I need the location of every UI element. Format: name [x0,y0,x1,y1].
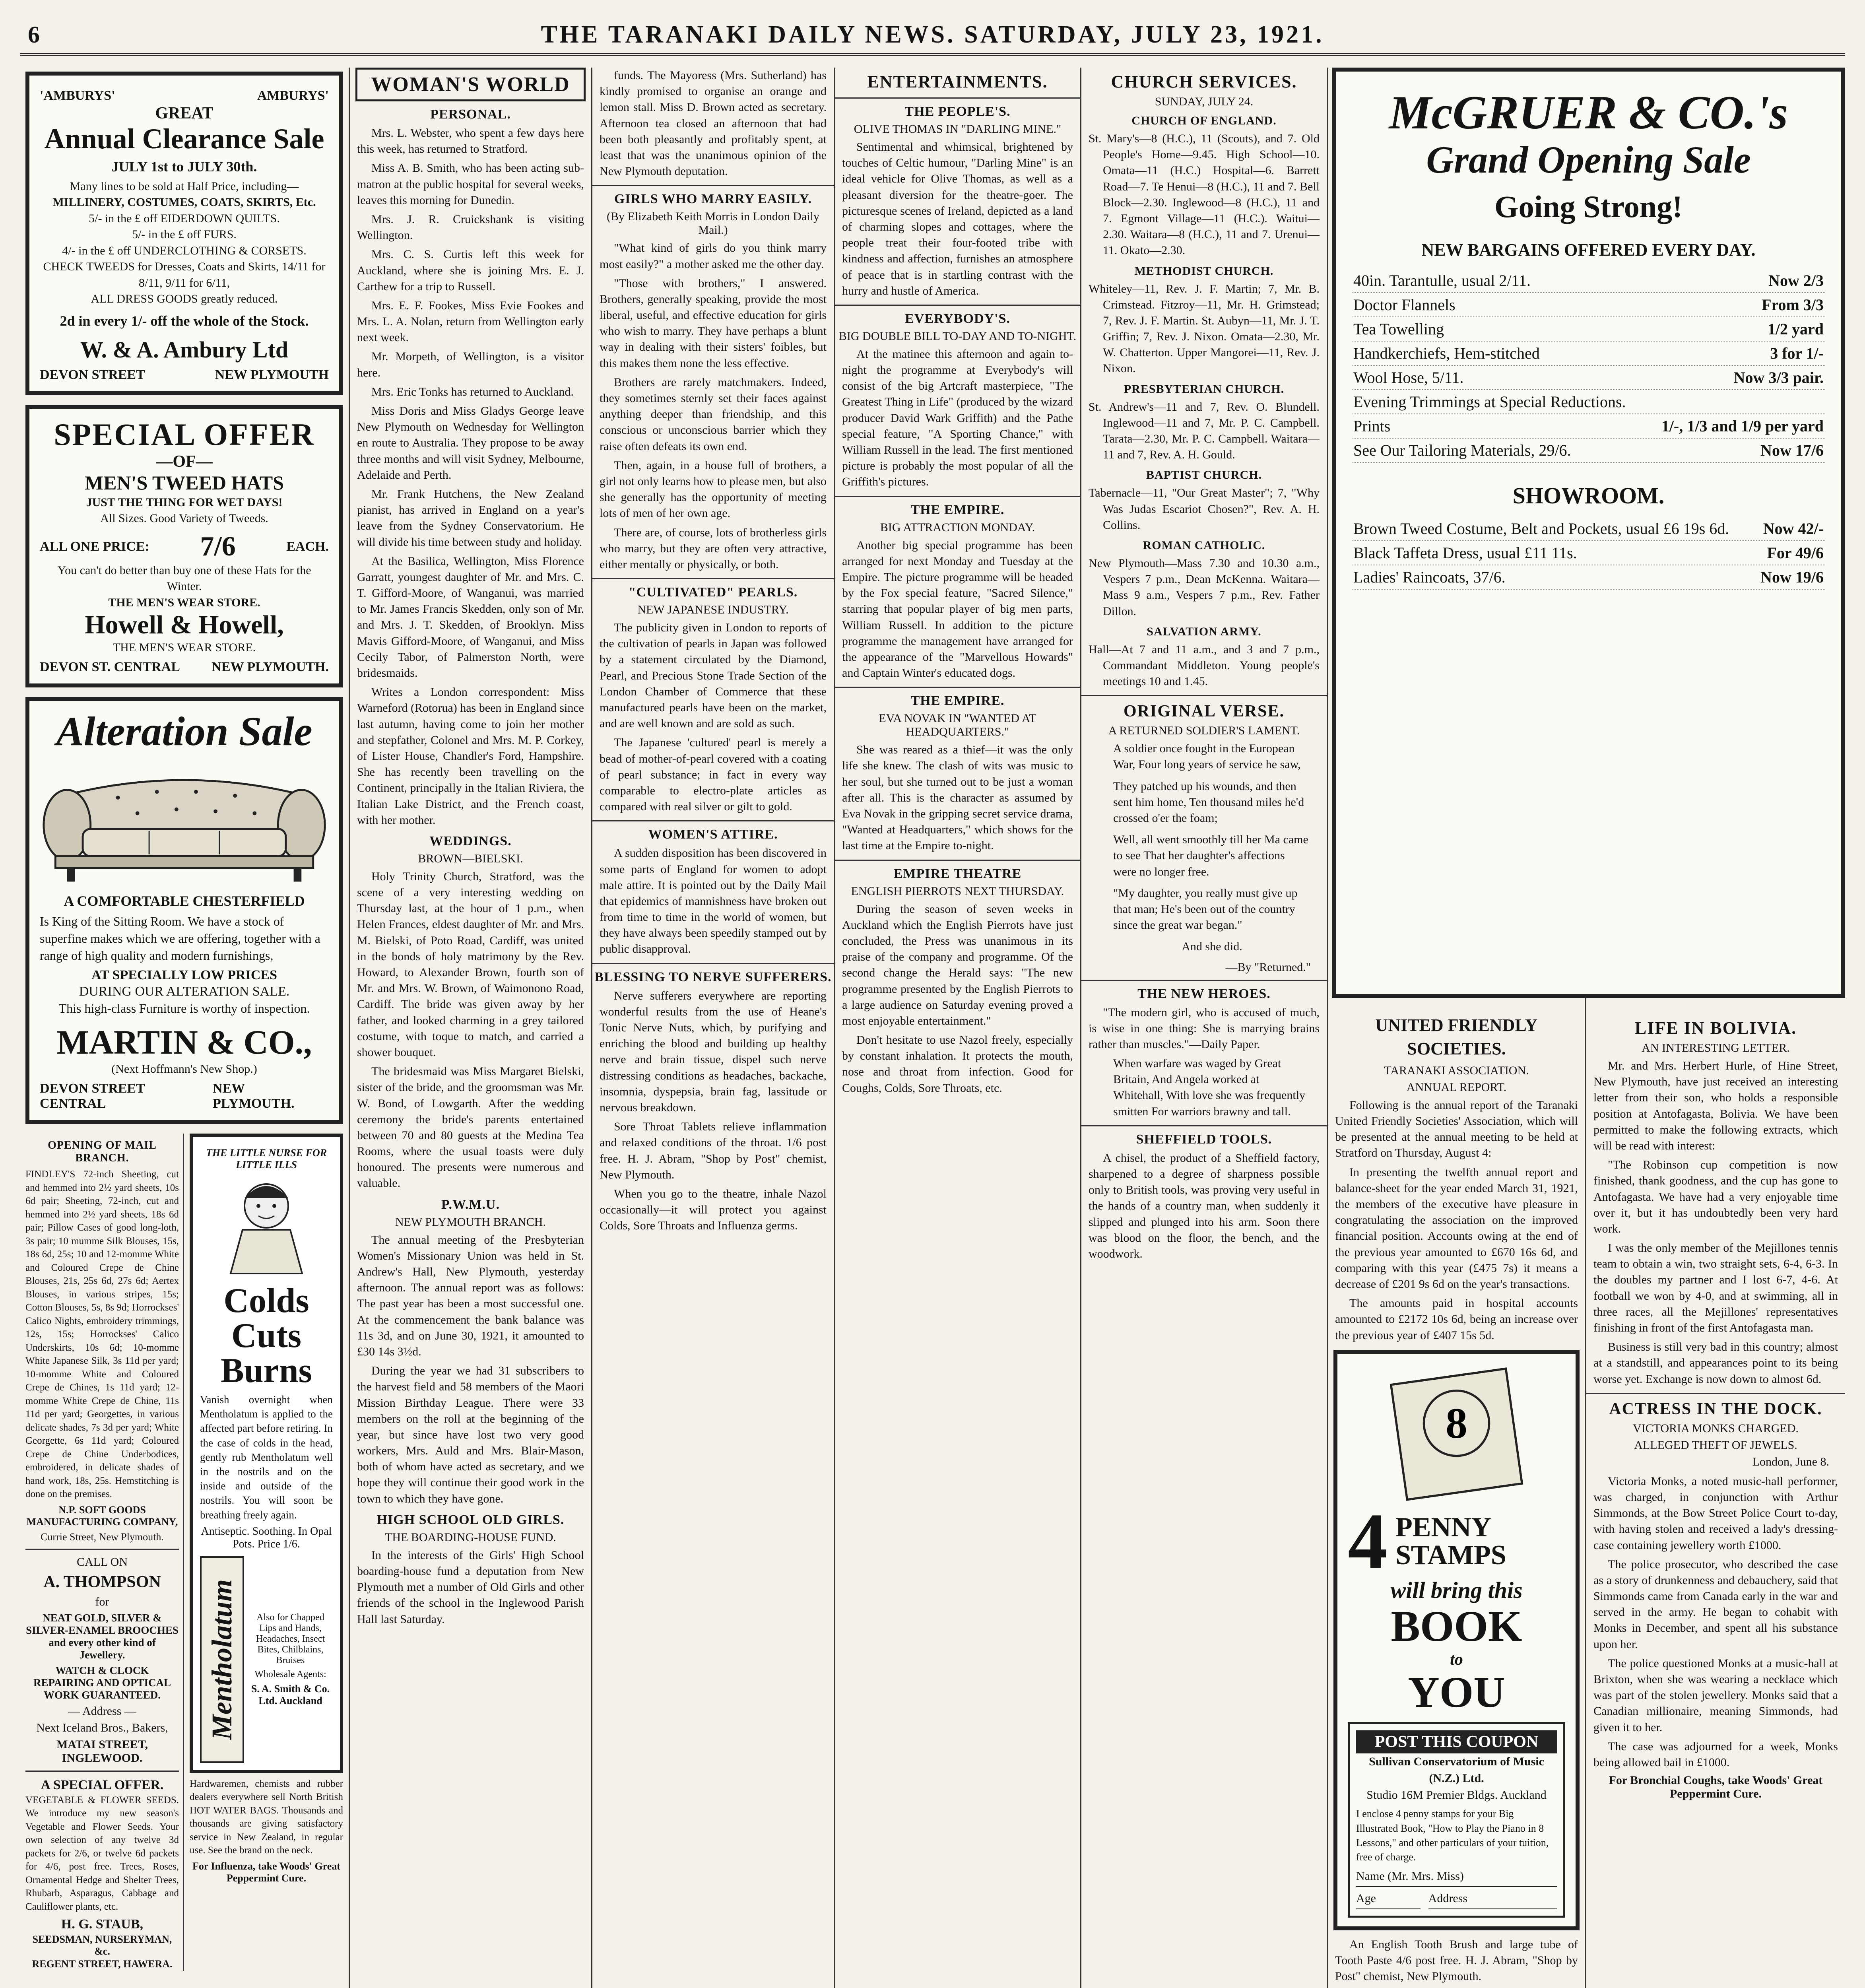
personal-item: At the Basilica, Wellington, Miss Florence Garratt, youngest daughter of Mr. and Mrs. C. T. Gifford-Moore, of Wanganui, was married to Mr. James Francis Skedden, only son of Mr. and Mrs. J. T. Skedden, of Brooklyn. Miss Mavis Gifford-Moore, of Wanganui, and Miss Cecily Tabor, of Palmerston North, were bridesmaids. [357,554,584,679]
mcgruer-going: Going Strong! [1494,189,1683,224]
peoples-text: Sentimental and whimsical, brightened by touches of Celtic humour, "Darling Mine" is an ideal vehicle for Olive Thomas, as well as a pleasant diversion for the theatre-goer. The picturesque scenes of Ireland, depicted as a land of charming slopes and cottages, where the people treat their four-footed tribe with kindness and affection, furnishes an atmosphere of peace that is in startling contrast with the hurry and hustle of America. [842,140,1073,297]
howell-of: —OF— [156,452,213,471]
verse-stanza: "My daughter, you really must give up that man; He's been out of the country since the great war began." [1113,886,1298,932]
bronchial-ad: For Bronchial Coughs, take Woods' Great Peppermint Cure. [1609,1774,1823,1801]
actress-text: The police questioned Monks at a music-hall at Brixton, when she was wearing a necklace which was part of the stolen jewellery. Monks said that a Canadian millionaire, meaning Simmonds, had given it to her. [1593,1656,1838,1734]
personal-item: Mrs. C. S. Curtis left this week for Auckland, where she is joining Mrs. E. J. Carthew for a trip to Russell. [357,248,584,293]
heroes-title: THE NEW HEROES. [1137,986,1271,1001]
ambury-ad [25,72,343,395]
methodist-title: METHODIST CHURCH. [1134,264,1274,278]
stamps-to: to [1450,1650,1463,1669]
bolivia-text: "The Robinson cup competition is now finished, thank goodness, and the cup has gone to Antofagasta. We have had a very enjoyable time over it, but it has undoubtedly been very hard work. [1593,1158,1838,1235]
verse-stanza: Well, all went smoothly till her Ma came to see That her daughter's affections were no longer free. [1113,833,1308,878]
weddings-title: WEDDINGS. [429,833,512,848]
personal-item: Miss Doris and Miss Gladys George leave New Plymouth on Wednesday for Wellington en route to Australia. They propose to be away three months and will visit Sydney, Melbourne, Adelaide and Perth. [357,404,584,481]
ambury-line-4: 5/- in the £ off FURS. [132,228,237,241]
marry-text: Brothers are rarely matchmakers. Indeed, they sometimes sternly set their faces against anything deeper than friendship, and this conscious or unconscious barrier which they raise often defeats its own end. [600,375,827,453]
mcgruer-showroom-name: Black Taffeta Dress, usual £11 11s. [1353,544,1577,562]
howell-street: DEVON ST. CENTRAL [40,660,180,675]
martin-during: DURING OUR ALTERATION SALE. [79,984,290,999]
martin-prices: AT SPECIALLY LOW PRICES [91,968,278,983]
influenza-ad: For Influenza, take Woods' Great Peppermint Cure. [192,1860,340,1884]
mail-branch-body: FINDLEY'S 72-inch Sheeting, cut and hemmed into 2½ yard sheets, 10s 6d pair; Sheeting, 72-inch, cut and hemmed into 2½ yard sheets, 18s 6d pair; Pillow Cases of good long-loth, 3s pair; 10 mumme Silk Blouses, 15s, 18s 6d, 25s; 10 and 12-momme White and Coloured Crepe de Chine Blouses, 21s, 25s 6d, 27s 6d; Aertex Blouses, in various stripes, 15s; Cotton Blouses, 5s, 8s 9d; Horrockses' Calico Nights, embroidery trimmings, 12s, 15s; Horrockses' Calico Underskirts, 10s 6d; 10-momme White Japanese Silk, 3s 11d per yard; 10-momme White and Coloured Crepe de Chines, 1s 11d yard; 12-momme White Crepe de Chine, 11s 11d per yard; Georgettes, in various delicate shades, 7s 3d per yard; White Georgette, 6s 11d yard; Coloured Crepe de Chine Underbodices, embroidered, in delicate shades of hand work, 18s, 25s. Hemstitching is done on the premises. [25,1169,179,1500]
howell-store: THE MEN'S WEAR STORE. [108,596,260,609]
hot-water-bags-ad: Hardwaremen, chemists and rubber dealers everywhere sell North British HOT WATER BAGS. Thousands and thousands are giving satisfactory service in New Zealand, in regular use. See the brand on the neck. [190,1778,343,1856]
mail-branch-firm: N.P. SOFT GOODS MANUFACTURING COMPANY, [26,1504,178,1528]
attire-title: WOMEN'S ATTIRE. [648,827,778,842]
mcgruer-item-name: Tea Towelling [1353,320,1444,338]
everybodys-title: EVERYBODY'S. [905,311,1010,326]
mcgruer-item-name: See Our Tailoring Materials, 29/6. [1353,441,1571,459]
howell-town: NEW PLYMOUTH. [212,660,329,675]
ambury-line-6: CHECK TWEEDS for Dresses, Coats and Skirts, 14/11 for 8/11, 9/11 for 6/11, [43,260,326,289]
martin-town: NEW PLYMOUTH. [212,1081,295,1111]
marry-text: Then, again, in a house full of brothers, a girl not only learns how to please men, but also she generally has the opportunity of meeting lots of men of her own age. [600,458,827,520]
presbyterian-list: St. Andrew's—11 and 7, Rev. O. Blundell. Inglewood—11 and 7, Mr. P. C. Campbell. Tarata—2.30, Mr. P. C. Campbell. Waitara—11 and 7, Rev. A. H. Gould. [1089,400,1320,462]
entertainments-heading: ENTERTAINMENTS. [867,72,1048,91]
marry-text: "What kind of girls do you think marry most easily?" a mother asked me the other day. [600,241,827,271]
ambury-dates: JULY 1st to JULY 30th. [111,158,257,175]
staub-street: REGENT STREET, HAWERA. [32,1958,173,1970]
ambury-street: DEVON STREET [40,367,145,382]
personal-item: Miss A. B. Smith, who has been acting sub-matron at the public hospital for several weeks, leaves this morning for Dunedin. [357,161,584,207]
mcgruer-showroom-name: Brown Tweed Costume, Belt and Pockets, usual £6 19s 6d. [1353,520,1729,538]
coupon-address-field[interactable] [1428,1890,1557,1909]
mcgruer-item-price: 1/2 yard [1767,320,1824,338]
presbyterian-title: PRESBYTERIAN CHURCH. [1124,382,1285,396]
howell-firm: Howell & Howell, [85,610,284,640]
martin-headline: Alteration Sale [56,709,312,755]
womans-world-heading: WOMAN'S WORLD [355,68,586,101]
tooth-brush-ad: An English Tooth Brush and large tube of Tooth Paste 4/6 post free. H. J. Abram, "Shop by Post" chemist, New Plymouth. [1335,1938,1578,1983]
ambury-line-8: 2d in every 1/- off the whole of the Stock. [60,313,309,329]
howell-ad [25,405,343,687]
heroes-verse: When warfare was waged by Great Britain, And Angela worked at Whitehall, With love she was frequently smitten For warriors brawny and tall. [1113,1057,1306,1118]
personal-item: Mrs. E. F. Fookes, Miss Evie Fookes and Mrs. L. A. Nolan, return from Wellington early next week. [357,299,584,344]
actress-subtitle-2: ALLEGED THEFT OF JEWELS. [1634,1438,1797,1452]
nazol-text: Don't hesitate to use Nazol freely, especially by constant inhalation. It protects the mouth, nose and throat from infection. Good for Coughs, Colds, Sore Throats, etc. [842,1033,1073,1095]
personal-item: Writes a London correspondent: Miss Warneford (Rotorua) has been in England since last autumn, having come to join her mother and stepfather, Colonel and Mrs. M. P. Corkey, of Lister House, Chandler's Ford, Hampshire. She has recently been travelling on the Continent, principally in the Italian Riviera, the Italian Lake District, and the French coast, with her mother. [357,685,584,827]
thompson-for: for [95,1595,109,1609]
thompson-name: A. THOMPSON [43,1573,161,1591]
pearls-text: The Japanese 'cultured' pearl is merely a bead of mother-of-pearl covered with a coating of pearl substance; in fact in every way comparable to electro-plate articles as compared with real silver or gilt to gold. [600,736,827,813]
mentholatum-also: Also for Chapped Lips and Hands, Headaches, Insect Bites, Chilblains, Bruises [256,1612,325,1666]
everybodys-subtitle: BIG DOUBLE BILL TO-DAY AND TO-NIGHT. [838,329,1077,343]
coupon-school: Sullivan Conservatorium of Music (N.Z.) Ltd. [1369,1755,1544,1785]
stamps-book: BOOK [1391,1602,1522,1651]
pearls-text: The publicity given in London to reports of the cultivation of pearls in Japan was followed by a statement circulated by the Diamond, Pearl, and Precious Stone Trade Section of the London Chamber of Commerce that these manufactured pearls have been on the market, and are well known and are sold as such. [600,621,827,730]
mcgruer-item-price: 1/-, 1/3 and 1/9 per yard [1661,417,1824,435]
mcgruer-showroom-name: Ladies' Raincoats, 37/6. [1353,568,1506,586]
mentholatum-antiseptic: Antiseptic. Soothing. In Opal Pots. Price 1/6. [201,1525,332,1550]
mcgruer-showroom-price: Now 42/- [1763,520,1824,538]
ambury-line-1: Many lines to be sold at Half Price, including— [70,179,299,193]
tablets-text: Sore Throat Tablets relieve inflammation and relaxed conditions of the throat. 1/6 post free. H. J. Abram, "Shop by Post" chemist, New Plymouth. [600,1120,827,1181]
howell-price-each: EACH. [286,539,329,554]
pwmu-text: During the year we had 31 subscribers to the harvest field and 58 members of the Maori Mission Birthday League. There were 33 members on the roll at the beginning of the year, but since have lost two very good workers, Mrs. Auld and Mrs. Blair-Mason, both of whom have acted as secretary, and we hope they will continue their good work in the town to which they have gone. [357,1364,584,1505]
baptist-list: Tabernacle—11, "Our Great Master"; 7, "Why Was Judas Escariot Chosen?", Rev. A. H. Collins. [1089,486,1320,532]
mcgruer-item-name: Doctor Flannels [1353,295,1456,314]
coupon [1348,1722,1565,1918]
verse-stanza: They patched up his wounds, and then sent him home, Ten thousand miles he'd crossed o'er the foam; [1113,779,1304,825]
societies-text: The amounts paid in hospital accounts amounted to £2172 10s 6d, being an increase over the previous year of £407 15s 5d. [1335,1297,1578,1342]
howell-price-label: ALL ONE PRICE: [40,539,149,554]
mail-branch-title: OPENING OF MAIL BRANCH. [48,1139,157,1165]
chesterfield-sofa-illustration [40,757,329,889]
heroes-quote: "The modern girl, who is accused of much, is wise in one thing: She is marrying brains rather than muscles."—Daily Paper. [1089,1006,1320,1051]
martin-ad [25,697,343,1124]
newspaper-title: THE TARANAKI DAILY NEWS. SATURDAY, JULY 23, 1921. [541,21,1324,48]
church-heading: CHURCH SERVICES. [1111,72,1297,91]
coupon-name-label: Name (Mr. Mrs. Miss) [1356,1869,1464,1883]
mcgruer-item-price: 3 for 1/- [1770,344,1824,362]
mentholatum-brand: Mentholatum [206,1579,238,1740]
small-ads-column [25,1134,184,1971]
personal-title: PERSONAL. [430,107,511,122]
ambury-town: NEW PLYMOUTH [215,367,329,382]
sheffield-text: A chisel, the product of a Sheffield factory, sharpened to a degree of sharpness possible only to British tools, was proving very useful in the hands of a country man, when suddenly it slipped and plunged into his arm. Soon there was blood on the floor, the bench, and the woodwork. [1089,1151,1320,1260]
mcgruer-showroom: SHOWROOM. [1512,482,1665,509]
personal-item: Mrs. L. Webster, who spent a few days here this week, has returned to Stratford. [357,126,584,156]
pwmu-subtitle: NEW PLYMOUTH BRANCH. [395,1215,546,1229]
school-subtitle: THE BOARDING-HOUSE FUND. [385,1530,556,1544]
societies-text: Following is the annual report of the Taranaki United Friendly Societies' Association, which will be presented at the annual meeting to be held at Stratford on Thursday, August 4: [1335,1098,1578,1160]
salvation-title: SALVATION ARMY. [1147,625,1261,638]
staub-role: SEEDSMAN, NURSERYMAN, &c. [32,1934,172,1957]
marry-title: GIRLS WHO MARRY EASILY. [614,192,812,207]
coupon-name-field[interactable] [1356,1868,1557,1887]
mcgruer-item-name: 40in. Tarantulle, usual 2/11. [1353,271,1531,289]
column-entertainments [835,68,1081,1988]
book-illustration [1348,1363,1565,1506]
newspaper-page [20,16,1845,1988]
empire-subtitle: BIG ATTRACTION MONDAY. [880,520,1035,534]
howell-price: 7/6 [200,531,236,562]
thompson-repair: WATCH & CLOCK REPAIRING AND OPTICAL WORK GUARANTEED. [33,1664,171,1701]
personal-item: Mrs. Eric Tonks has returned to Auckland. [371,385,574,398]
catholic-title: ROMAN CATHOLIC. [1143,538,1265,552]
mentholatum-agents: S. A. Smith & Co. Ltd. Auckland [251,1683,330,1706]
sheffield-title: SHEFFIELD TOOLS. [1136,1132,1272,1147]
ambury-line-2: MILLINERY, COSTUMES, COATS, SKIRTS, Etc. [52,196,316,209]
societies-title: UNITED FRIENDLY SOCIETIES. [1375,1015,1538,1058]
empire-title: THE EMPIRE. [910,502,1005,517]
howell-firm-sub: THE MEN'S WEAR STORE. [113,641,256,654]
actress-title: ACTRESS IN THE DOCK. [1609,1400,1822,1418]
nurse-illustration [200,1174,333,1277]
pierrots-title: EMPIRE THEATRE [893,866,1022,881]
stamps-label: PENNY STAMPS [1395,1512,1506,1571]
bottom-left-ads [20,1134,349,1971]
staub-body: VEGETABLE & FLOWER SEEDS. We introduce my new season's Vegetable and Flower Seeds. Your own selection of any twelve 3d packets for 2/6, or twelve 6d packets for 4/6, post free. Trees, Roses, Ornamental Hedge and Shelter Trees, Rhubarb, Asparagus, Cabbage and Cauliflower plants, etc. [25,1794,179,1912]
wedding-text: Holy Trinity Church, Stratford, was the scene of a very interesting wedding on Thursday last, at the hour of 1 p.m., when Helen Frances, eldest daughter of Mr. and Mrs. M. Bielski, of Poto Road, Cardiff, was united in the bonds of holy matrimony by the Rev. Howard, to Alexander Brown, fourth son of Mr. and Mrs. W. Brown, of Waimonono Road, Cardiff. The bride was given away by her father, and looked charming in a grey tailored costume, with toque to match, and carried a shower bouquet. [357,870,584,1059]
societies-text: In presenting the twelfth annual report and balance-sheet for the year ended March 31, 1921, the members of the executive have pleasure in congratulating the association on the improved financial position. Accounts owing at the end of the previous year amounted to £670 16s 6d, and comparing with this year (£475 7s) it means a decrease of £201 9s 6d on the year's transactions. [1335,1165,1578,1291]
personal-item: Mr. Frank Hutchens, the New Zealand pianist, has arrived in England on a year's leave from the Sydney Conservatorium. He will divide his time between study and holiday. [357,487,584,549]
church-england-title: CHURCH OF ENGLAND. [1131,114,1277,127]
pierrots-subtitle: ENGLISH PIERROTS NEXT THURSDAY. [851,884,1064,898]
verse-subtitle: A RETURNED SOLDIER'S LAMENT. [1108,724,1300,738]
deputation-lead: funds. The Mayoress (Mrs. Sutherland) has kindly promised to organise an orange and lemon stall. Miss D. Brown acted as secretary. Afternoon tea closed an afternoon that had been both pleasantly and profitably spent, at least that was the unanimous opinion of the New Plymouth deputation. [600,69,827,178]
ambury-line-7: ALL DRESS GOODS greatly reduced. [91,292,278,306]
mcgruer-showroom-price: Now 19/6 [1760,568,1824,586]
mcgruer-bargains: NEW BARGAINS OFFERED EVERY DAY. [1421,240,1756,260]
thompson-call: CALL ON [76,1555,128,1569]
howell-tagline: JUST THE THING FOR WET DAYS! [86,495,283,509]
thompson-items: NEAT GOLD, SILVER & SILVER-ENAMEL BROOCHES and every other kind of Jewellery. [26,1612,179,1661]
catholic-list: New Plymouth—Mass 7.30 and 10.30 a.m., Vespers 7 p.m., Dean McKenna. Waitara—Mass 9 a.m., Vespers 7 p.m., Rev. Father Dillon. [1089,556,1320,618]
wedding-name: BROWN—BIELSKI. [418,852,523,865]
mentholatum-headline: Colds Cuts Burns [221,1281,312,1390]
theatre-text: When you go to the theatre, inhale Nazol occasionally—it will protect you against Colds, Sore Throats and Influenza germs. [600,1187,827,1233]
actress-text: The police prosecutor, who described the case as a story of drunkenness and debauchery, said that Simmonds came from Canada early in the war and served in the army. He began to cohabit with Monks in December, and spent all his substance upon her. [1593,1557,1838,1651]
masthead [20,16,1845,56]
societies-subtitle: TARANAKI ASSOCIATION. [1384,1064,1529,1077]
martin-inspect: This high-class Furniture is worthy of inspection. [58,1001,310,1015]
empire2-title: THE EMPIRE. [910,693,1005,709]
verse-title: ORIGINAL VERSE. [1123,702,1285,721]
staub-headline: A SPECIAL OFFER. [41,1778,164,1793]
thompson-street: MATAI STREET, INGLEWOOD. [56,1738,148,1765]
mentholatum-ad [190,1134,343,1971]
peoples-subtitle: OLIVE THOMAS IN "DARLING MINE." [854,122,1062,136]
stamps-will: will bring this [1390,1577,1523,1603]
stamps-you: YOU [1408,1668,1505,1717]
marry-byline: (By Elizabeth Keith Morris in London Daily Mail.) [607,210,819,237]
column-features [592,68,835,1988]
ambury-line-5: 4/- in the £ off UNDERCLOTHING & CORSETS. [62,244,307,257]
bolivia-text: Business is still very bad in this country; almost at a standstill, and appearances point to its being worse yet. Exchange is now down to almost 6d. [1593,1340,1838,1386]
coupon-title: POST THIS COUPON [1356,1730,1557,1753]
column-bolivia [1586,68,1845,1988]
ambury-headline: Annual Clearance Sale [44,123,324,155]
nerve-title: BLESSING TO NERVE SUFFERERS. [594,969,832,984]
actress-subtitle: VICTORIA MONKS CHARGED. [1633,1421,1799,1435]
church-date: SUNDAY, JULY 24. [1155,95,1254,108]
coupon-age-field[interactable] [1356,1890,1421,1909]
empire2-text: She was reared as a thief—it was the only life she knew. The clash of wits was music to her soul, but she turned out to be just a woman after all. This is the character as assumed by Eva Novak in the gripping secret service drama, "Wanted at Headquarters," which shows for the last time at the Empire to-night. [842,743,1073,852]
svg-text:8: 8 [1446,1399,1467,1447]
mcgruer-item-name: Wool Hose, 5/11. [1353,368,1464,386]
mentholatum-agents-label: Wholesale Agents: [254,1669,326,1679]
actress-text: The case was adjourned for a week, Monks being allowed bail in £1000. [1593,1740,1838,1769]
mcgruer-item-name: Prints [1353,417,1391,435]
mcgruer-item-price: From 3/3 [1762,295,1824,314]
mcgruer-item-name: Handkerchiefs, Hem-stitched [1353,344,1540,362]
peoples-title: THE PEOPLE'S. [904,104,1011,119]
bolivia-title: LIFE IN BOLIVIA. [1634,1018,1797,1038]
school-title: HIGH SCHOOL OLD GIRLS. [376,1512,565,1527]
ambury-top-left: 'AMBURYS' [40,88,115,103]
column-church-services [1081,68,1328,1988]
verse-signature: —By "Returned." [1225,960,1311,974]
coupon-age-label: Age [1356,1891,1376,1905]
pwmu-title: P.W.M.U. [441,1197,500,1212]
mcgruer-showroom-price: For 49/6 [1767,544,1824,562]
societies-report: ANNUAL REPORT. [1406,1080,1507,1094]
mentholatum-top: THE LITTLE NURSE FOR LITTLE ILLS [206,1147,327,1171]
coupon-address-label: Address [1428,1891,1467,1905]
baptist-title: BAPTIST CHURCH. [1146,468,1262,482]
mcgruer-firm: McGRUER & CO.'s [1389,86,1788,139]
mcgruer-item-price: Now 3/3 pair. [1733,368,1824,386]
marry-text: There are, of course, lots of brotherless girls who marry, but they are often very attractive, either mentally or physically, or both. [600,526,827,571]
howell-sizes: All Sizes. Good Variety of Tweeds. [100,512,268,525]
pwmu-text: The annual meeting of the Presbyterian Women's Missionary Union was held in St. Andrew's Hall, New Plymouth, yesterday afternoon. The annual report was as follows: The past year has been a most successful one. At the commencement the bank balance was 11s 3d, and on June 30, 1921, it amounted to £30 14s 3½d. [357,1233,584,1358]
personal-item: Mrs. J. R. Cruickshank is visiting Wellington. [357,212,584,242]
martin-product: A COMFORTABLE CHESTERFIELD [64,893,305,909]
mcgruer-item-price: Now 2/3 [1768,271,1824,289]
pearls-subtitle: NEW JAPANESE INDUSTRY. [637,603,789,617]
stamps-big-number: 4 [1348,1497,1388,1585]
actress-dateline: London, June 8. [1752,1455,1829,1468]
everybodys-text: At the matinee this afternoon and again to-night the programme at Everybody's will consist of the big Artcraft masterpiece, "The Greatest Thing in Life" (produced by the wizard producer David Wark Griffith) and the Pathe special feature, "A Sporting Chance," with William Russell in the lead. The first mentioned picture is probably the most popular of all the Griffith's pictures. [842,347,1073,489]
martin-next: (Next Hoffmann's New Shop.) [111,1062,257,1076]
salvation-list: Hall—At 7 and 11 a.m., and 3 and 7 p.m., Commandant Middleton. Young people's meetings 10 and 1.45. [1089,643,1320,688]
empire-text: Another big special programme has been arranged for next Monday and Tuesday at the Empire. The picture programme will be headed by the Fox special feature, "Sacred Silence," starring that popular player of big men parts, William Russell. In addition to the picture programme the management have arranged for the appearance of the "Marvellous Howards" and Captain Winter's educated dogs. [842,538,1073,680]
ambury-line-3: 5/- in the £ off EIDERDOWN QUILTS. [89,212,280,225]
ambury-firm: W. & A. Ambury Ltd [80,337,289,363]
thompson-address: Next Iceland Bros., Bakers, [36,1721,168,1735]
personal-item: Mr. Morpeth, of Wellington, is a visitor here. [357,350,584,379]
coupon-enclose: I enclose 4 penny stamps for your Big Illustrated Book, "How to Play the Piano in 8 Lessons," and other particulars of your tuition, free of charge. [1356,1808,1549,1863]
stamps-ad [1333,1350,1580,1930]
bolivia-text: Mr. and Mrs. Herbert Hurle, of Hine Street, New Plymouth, have just received an interesting letter from their son, who holds a responsible position at Antofagasta, Bolivia. We have been permitted to make the following extracts, which will be read with interest: [1593,1059,1838,1152]
coupon-studio: Studio 16M Premier Bldgs. Auckland [1366,1788,1547,1802]
wedding-text: The bridesmaid was Miss Margaret Bielski, sister of the bride, and the groomsman was Mr. W. Bond, of Lowgarth. After the wedding ceremony the bride's parents entertained between 70 and 80 guests at the Medina Tea Rooms, where the usual toasts were duly honoured. The presents were numerous and valuable. [357,1065,584,1190]
nerve-text: Nerve sufferers everywhere are reporting wonderful results from the use of Heane's Tonic Nerve Nuts, which, by purifying and enriching the blood and building up healthy nerve and brain tissue, dispel such nerve distressing conditions as headaches, backache, insomnia, dyspepsia, brain fag, lassitude or nervous breakdown. [600,989,827,1114]
mail-branch-address: Currie Street, New Plymouth. [41,1531,164,1543]
school-text: In the interests of the Girls' High School boarding-house fund a deputation from New Plymouth met a number of Old Girls and other friends of the school in the Inglewood Parish Hall last Saturday. [357,1548,584,1626]
verse-stanza: And she did. [1182,940,1242,953]
pearls-title: "CULTIVATED" PEARLS. [628,585,798,600]
column-womans-world [350,68,592,1988]
mcgruer-item-price: Now 17/6 [1760,441,1824,459]
howell-product: MEN'S TWEED HATS [84,472,284,494]
martin-street: DEVON STREET CENTRAL [40,1081,145,1111]
actress-text: Victoria Monks, a noted music-hall performer, was charged, in conjunction with Arthur Simmonds, at the Bow Street Police Court to-day, with having stolen and received a lady's dressing-case containing jewellery worth £1000. [1593,1474,1838,1552]
verse-stanza: A soldier once fought in the European War, Four long years of service he saw, [1113,742,1301,771]
mcgruer-item-name: Evening Trimmings at Special Reductions. [1353,392,1626,411]
ambury-top-right: AMBURYS' [257,88,329,103]
howell-headline: SPECIAL OFFER [54,417,315,452]
mcgruer-title: Grand Opening Sale [1426,138,1751,181]
empire2-subtitle: EVA NOVAK IN "WANTED AT HEADQUARTERS." [879,712,1036,739]
ambury-great: GREAT [155,104,213,122]
marry-text: "Those with brothers," I answered. Brothers, generally speaking, provide the most liberal, useful, and effective education for girls who wish to marry. They have perhaps a blunt way in dealing with their sisters' foibles, but this makes them none the less effective. [600,276,827,370]
mentholatum-body: Vanish overnight when Mentholatum is applied to the affected part before retiring. In the case of colds in the head, gently rub Mentholatum well in the nostrils and on the inside and outside of the nostrils. You will soon be breathing freely again. [200,1394,333,1521]
bolivia-subtitle: AN INTERESTING LETTER. [1642,1041,1790,1054]
methodist-list: Whiteley—11, Rev. J. F. Martin; 7, Mr. B. Crimstead. Fitzroy—11, Mr. H. Grimstead; 7, Rev. J. F. Martin. St. Aubyn—11, Mr. J. T. Griffin; 7, Rev. J. Nixon. Omata—2.30, Mr. W. Chatterton. Upper Mangorei—11, Rev. J. Nixon. [1089,282,1320,375]
pierrots-text: During the season of seven weeks in Auckland which the English Pierrots have just concluded, the Press was unanimous in its praise of the company and programme. Of the second change the Herald says: "The new programme presented by the English Pierrots to a large audience on Saturday evening proved a most enjoyable entertainment." [842,902,1073,1027]
thompson-address-label: — Address — [68,1705,136,1718]
attire-text: A sudden disposition has been discovered in some parts of England for women to adopt male attire. It is pointed out by the Daily Mail that epidemics of mannishness have broken out from time to time in the world of women, but they have always been speedily stamped out by public disapproval. [600,846,827,956]
staub-name: H. G. STAUB, [61,1917,144,1932]
martin-body: Is King of the Sitting Room. We have a stock of superfine makes which we are offering, together with a range of high quality and modern furnishings, [40,914,320,963]
martin-firm: MARTIN & CO., [56,1023,312,1062]
bolivia-text: I was the only member of the Mejillones tennis team to obtain a win, two straight sets, 6-4, 6-3. In the doubles my partner and I lost 6-7, 4-6. At football we won by 4-0, and at swimming, all in three races, all the Mejillones' representatives finishing in front of the first Antofagasta man. [1593,1241,1838,1334]
column-advertisements-left [20,68,350,1988]
howell-note: You can't do better than buy one of these Hats for the Winter. [57,563,311,593]
page-number: 6 [28,21,40,48]
church-england-list: St. Mary's—8 (H.C.), 11 (Scouts), and 7. Old People's Home—9.45. High School—10. Omata—11 (H.C.) Hospital—6. Barrett Road—7. Te Henui—8 (H.C.), 11 and 7. Bell Block—2.30. Inglewood—8 (H.C.), 11 and 7. Egmont Village—11 (H.C.). Waitui—2.30. Waitara—8 (H.C.), 11 and 7. Urenui—11. Okato—2.30. [1089,132,1320,257]
